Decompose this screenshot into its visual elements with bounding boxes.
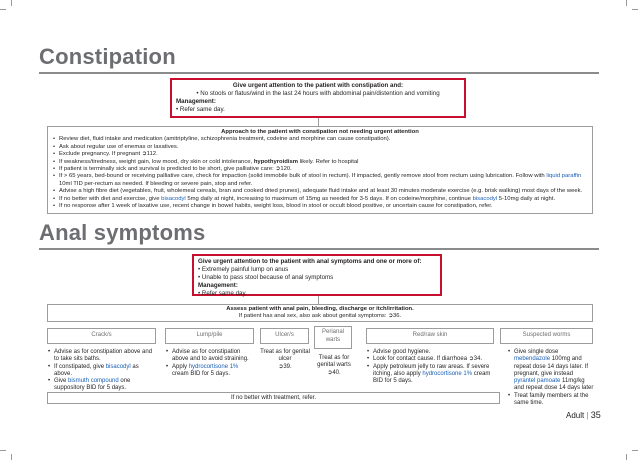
assess-heading: Assess patient with anal pain, bleeding, discharge or itch/irritation. bbox=[226, 306, 414, 312]
ulcers-ref[interactable]: ➲39. bbox=[278, 363, 292, 370]
list-item: • If constipated, give bisacodyl as above. bbox=[48, 364, 158, 379]
connector-line bbox=[318, 118, 319, 126]
list-item: • Ask about regular use of enemas or laxatives. bbox=[53, 144, 587, 151]
ulcers-text: Treat as for genital ulcer bbox=[260, 349, 310, 363]
crop-mark bbox=[626, 454, 627, 460]
constipation-management-label: Management: bbox=[176, 98, 216, 105]
list-item: • If > 65 years, bed-bound or receiving palliative care, check for impaction (solid immobile bulk of stool in rectum). If impacted, gently remove stool from rectum using lubrication. Follow with liquid paraffin 10ml TID per-rectum as needed. If bleeding or severe pain, stop and refer. bbox=[53, 173, 587, 188]
list-item: • Apply petroleum jelly to raw areas. If severe itching, also apply hydrocortisone 1% cream BID for 5 days. bbox=[367, 364, 495, 386]
list-item: • Review diet, fluid intake and medication (amitriptyline, schizophrenia treatment, codeine and morphine can cause constipation). bbox=[53, 136, 587, 143]
list-item: • Give bismuth compound one suppository BID for 5 days. bbox=[48, 378, 158, 393]
column-lump: Lump/pile bbox=[165, 328, 254, 344]
pyrantel-pamoate-link[interactable]: pyrantel pamoate bbox=[514, 378, 561, 385]
rawskin-body bbox=[367, 349, 495, 385]
column-warts: Perianal warts bbox=[314, 326, 352, 349]
column-ulcers: Ulcer/s bbox=[260, 328, 309, 344]
footer-page-number: 35 bbox=[590, 410, 601, 420]
list-item: • Advise as for constipation above and to avoid straining. bbox=[166, 349, 256, 364]
list-item: • If weakness/tiredness, weight gain, low mood, dry skin or cold intolerance, hypothyroidism likely. Refer to hospital bbox=[53, 159, 587, 166]
crop-mark bbox=[632, 450, 638, 451]
column-worms: Suspected worms bbox=[500, 328, 593, 344]
constipation-urgent-heading: Give urgent attention to the patient with constipation and: bbox=[232, 82, 404, 89]
crack-body bbox=[48, 349, 158, 393]
crop-mark bbox=[11, 0, 12, 6]
bisacodyl-link[interactable]: bisacodyl bbox=[472, 195, 498, 202]
anal-symptoms-rule bbox=[39, 248, 599, 250]
page-footer bbox=[566, 410, 601, 420]
hydrocortisone-link[interactable]: hydrocortisone 1% bbox=[422, 370, 473, 377]
list-item: • Treat family members at the same time. bbox=[508, 393, 594, 408]
column-rawskin: Red/raw skin bbox=[366, 328, 494, 344]
list-item: • Look for contact cause. If diarrhoea ➲34. bbox=[367, 356, 495, 363]
crop-mark bbox=[0, 450, 6, 451]
lump-body bbox=[166, 349, 256, 378]
list-item: • Advise good hygiene. bbox=[367, 349, 495, 356]
anal-symptoms-title: Anal symptoms bbox=[39, 220, 206, 245]
anal-management-label: Management: bbox=[198, 282, 238, 289]
connector-line bbox=[318, 296, 319, 304]
constipation-management-item: • Refer same day. bbox=[176, 106, 225, 113]
constipation-approach-box bbox=[47, 126, 593, 214]
hydrocortisone-link[interactable]: hydrocortisone 1% bbox=[188, 363, 239, 370]
crop-mark bbox=[632, 9, 638, 10]
constipation-title: Constipation bbox=[39, 44, 176, 69]
list-item: • If no response after 1 week of laxative use, recent change in bowel habits, weight loss, blood in stool or occult blood positive, or uncertain cause for constipation, refer. bbox=[53, 203, 587, 210]
bisacodyl-link[interactable]: bisacodyl bbox=[105, 363, 131, 370]
ulcers-body bbox=[260, 349, 310, 371]
anal-urgent-item: • Unable to pass stool because of anal symptoms bbox=[198, 274, 334, 281]
anal-management-item: • Refer same day. bbox=[198, 290, 247, 297]
assess-subheading: If patient has anal sex, also ask about genital symptoms: ➲36. bbox=[238, 313, 402, 320]
approach-list bbox=[53, 136, 587, 210]
anal-urgent-heading: Give urgent attention to the patient with anal symptoms and one or more of: bbox=[198, 258, 422, 265]
anal-urgent-box bbox=[192, 254, 442, 296]
bisacodyl-link[interactable]: bisacodyl bbox=[161, 195, 186, 202]
bismuth-compound-link[interactable]: bismuth compound bbox=[68, 378, 119, 385]
list-item: • Apply hydrocortisone 1% cream BID for 5 days. bbox=[166, 364, 256, 379]
column-crack: Crack/s bbox=[47, 328, 156, 344]
mebendazole-link[interactable]: mebendazole bbox=[514, 356, 551, 363]
list-item: • If patient is terminally sick and survival is predicted to be short, give palliative care: ➲120. bbox=[53, 166, 587, 173]
constipation-urgent-box bbox=[170, 78, 466, 118]
assess-box bbox=[47, 304, 593, 322]
crop-mark bbox=[0, 9, 6, 10]
list-item: • Exclude pregnancy. If pregnant ➲112. bbox=[53, 151, 587, 158]
approach-heading: Approach to the patient with constipation not needing urgent attention bbox=[221, 129, 419, 135]
anal-urgent-item: • Extremely painful lump on anus bbox=[198, 266, 289, 273]
footer-section: Adult bbox=[566, 411, 585, 420]
crop-mark bbox=[626, 0, 627, 6]
constipation-rule bbox=[39, 72, 599, 74]
no-better-box: If no better with treatment, refer. bbox=[47, 392, 500, 404]
list-item: • Give single dose mebendazole 100mg and repeat dose 14 days later. If pregnant, give instead pyrantel pamoate 11mg/kg and repeat dose 14 days later bbox=[508, 349, 594, 393]
crop-mark bbox=[11, 454, 12, 460]
warts-ref[interactable]: ➲40. bbox=[327, 369, 341, 376]
list-item: • Advise a high fibre diet (vegetables, fruit, wholemeal cereals, bran and cooked dried prunes), adequate fluid intake and at least 30 minutes moderate exercise (e.g. brisk walking) most days of the week. bbox=[53, 188, 587, 195]
liquid-paraffin-link[interactable]: liquid paraffin bbox=[546, 173, 582, 180]
list-item: • If no better with diet and exercise, give bisacodyl 5mg daily at night, increasing to maximum of 15mg as needed for 3-5 days. If on codeine/morphine, continue bisacodyl 5-10mg daily at night. bbox=[53, 196, 587, 203]
warts-body bbox=[312, 355, 356, 377]
warts-text: Treat as for genital warts bbox=[317, 355, 351, 369]
footer-divider: | bbox=[586, 411, 589, 420]
worms-body bbox=[508, 349, 594, 407]
list-item: • Advise as for constipation above and to take sits baths. bbox=[48, 349, 158, 364]
constipation-urgent-item: • No stools or flatus/wind in the last 24 hours with abdominal pain/distention and vomiting bbox=[196, 90, 440, 97]
